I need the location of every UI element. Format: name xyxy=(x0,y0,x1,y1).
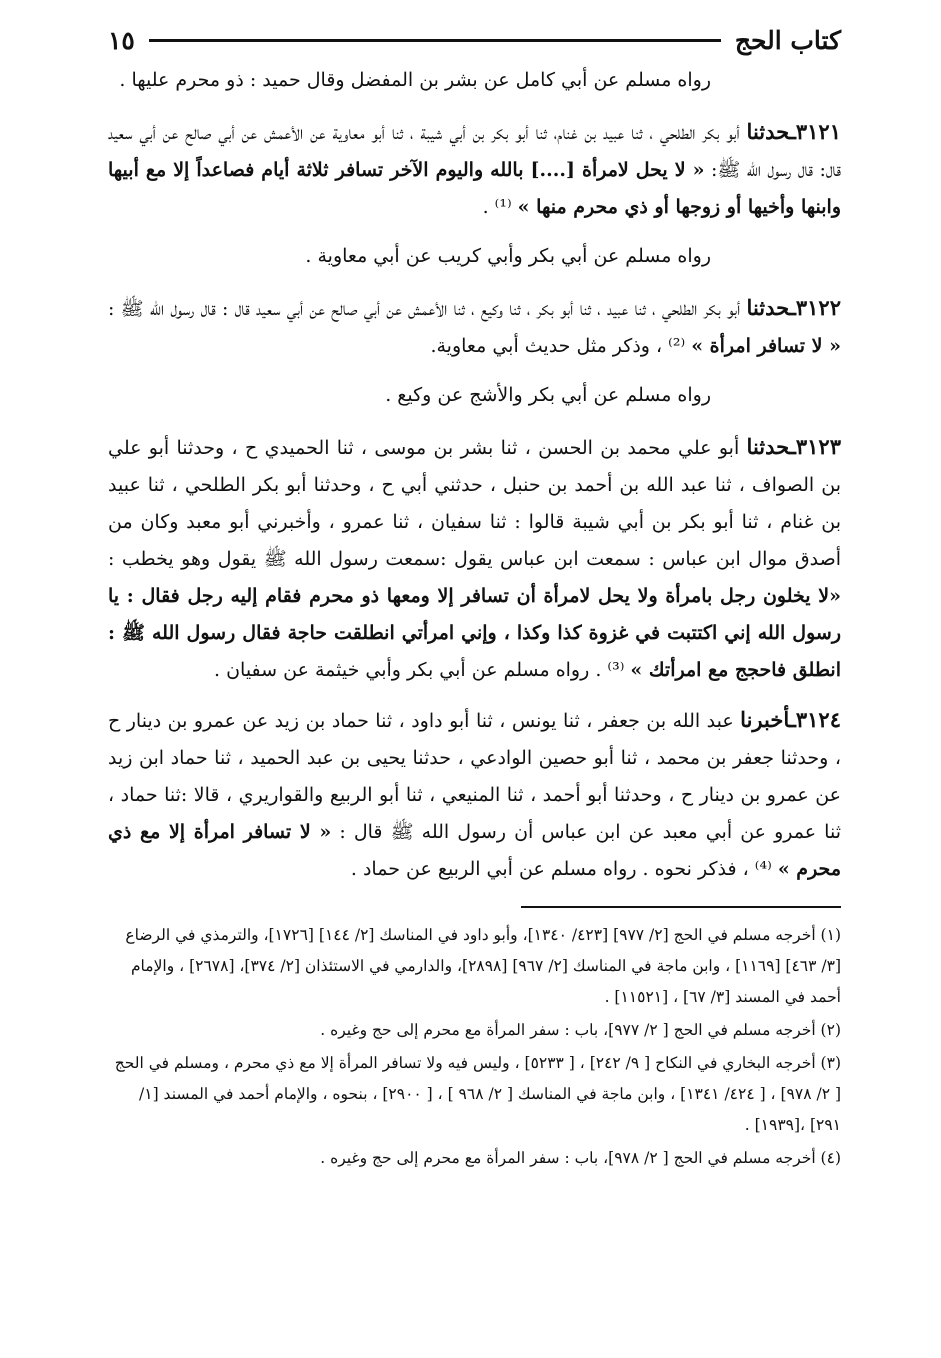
narration: رواه مسلم عن أبي بكر والأشج عن وكيع . xyxy=(385,384,711,406)
hadith-footnote-ref: ⁽¹⁾ . xyxy=(482,196,518,218)
hadith-number: ٣١٢١ـ xyxy=(789,119,841,144)
hadith-3123 xyxy=(108,428,841,689)
hadith-footnote-ref: ⁽³⁾ . رواه مسلم عن أبي بكر وأبي خيثمة عن سفيان . xyxy=(214,659,631,681)
hadith-keyword: حدثنا xyxy=(746,295,790,320)
hadith-number: ٣١٢٢ـ xyxy=(789,295,841,320)
footnote: (٢) أخرجه مسلم في الحج [ ٢/ ٩٧٧]، باب : سفر المرأة مع محرم إلى حج وغيره . xyxy=(320,1021,841,1039)
book-title: كتاب الحج xyxy=(734,25,841,55)
hadith-3124 xyxy=(108,701,841,888)
hadith-3122 xyxy=(108,289,841,365)
narration: رواه مسلم عن أبي بكر وأبي كريب عن أبي معاوية . xyxy=(305,245,711,267)
hadith-keyword: حدثنا xyxy=(746,119,790,144)
hadith-number: ٣١٢٤ـ xyxy=(789,707,841,732)
header-rule xyxy=(149,39,721,42)
hadith-footnote-ref: ⁽⁴⁾ ، فذكر نحوه . رواه مسلم عن أبي الربيع عن حماد . xyxy=(350,858,778,880)
narration: رواه مسلم عن أبي كامل عن بشر بن المفضل وقال حميد : ذو محرم عليها . xyxy=(119,69,711,91)
hadith-keyword: أخبرنا xyxy=(740,707,790,732)
page-header xyxy=(108,18,841,62)
hadith-footnote-ref: ⁽²⁾ ، وذكر مثل حديث أبي معاوية. xyxy=(430,335,692,357)
hadith-keyword: حدثنا xyxy=(746,434,790,459)
hadith-quote: «لا يخلون رجل بامرأة ولا يحل لامرأة أن تسافر إلا ومعها ذو محرم فقام إليه رجل فقال : يا رسول الله إني اكتتبت في غزوة كذا وكذا ، وإني امرأتي انطلقت حاجة فقال رسول الله ﷺ : انطلق فاحجج مع امرأتك » xyxy=(108,585,841,681)
hadith-quote: « لا تسافر امرأة » xyxy=(691,335,841,357)
hadith-3121 xyxy=(108,113,841,226)
hadith-quote: « لا تسافر امرأة إلا مع ذي محرم » xyxy=(108,821,841,880)
hadith-quote: « لا يحل لامرأة [....] بالله واليوم الآخر تسافر ثلاثة أيام فصاعداً إلا مع أبيها وابنها وأخيها أو زوجها أو ذي محرم منها » xyxy=(108,159,841,218)
hadith-chain: أبو بكر الطلحي ، ثنا عبيد بن غنام، ثنا أبو بكر بن أبي شيبة ، ثنا أبو معاوية عن الأعمش عن أبي صالح عن أبي سعيد قال: قال رسول الله ﷺ: xyxy=(108,122,842,181)
hadith-chain: أبو علي محمد بن الحسن ، ثنا بشر بن موسى ، ثنا الحميدي ح ، وحدثنا أبو علي بن الصواف ، ثنا عبد الله بن أحمد بن حنبل ، حدثني أبي ح ، وحدثنا أبو بكر الطلحي ، ثنا عبيد بن غنام ، ثنا أبو بكر بن أبي شيبة قالوا : ثنا سفيان ، ثنا عمرو ، وأخبرني أبو معبد وكان من أصدق موال ابن عباس : سمعت ابن عباس يقول :سمعت رسول الله ﷺ يقول وهو يخطب : xyxy=(108,437,841,570)
footnote: (٣) أخرجه البخاري في النكاح [ ٩/ ٢٤٢] ، [ ٥٢٣٣] ، وليس فيه ولا تسافر المرأة إلا مع ذي محرم ، ومسلم في الحج [ ٢/ ٩٧٨] ، [ ٤٢٤/ ١٣٤١] ، وابن ماجة في المناسك [ ٢/ ٩٦٨ ] ، [ ٢٩٠٠] ، بنحوه ، والإمام أحمد في المسند [١/ ٢٩١] ،[١٩٣٩] . xyxy=(114,1054,841,1134)
page-number: ١٥ xyxy=(108,25,135,55)
main-text xyxy=(108,62,841,888)
hadith-number: ٣١٢٣ـ xyxy=(789,434,841,459)
footnote: (٤) أخرجه مسلم في الحج [ ٢/ ٩٧٨]، باب : سفر المرأة مع محرم إلى حج وغيره . xyxy=(320,1149,841,1167)
footnotes xyxy=(108,920,841,1174)
footnote: (١) أخرجه مسلم في الحج [٢/ ٩٧٧] [٤٢٣/ ١٣٤٠]، وأبو داود في المناسك [٢/ ١٤٤] [١٧٢٦]، والترمذي في الرضاع [٣/ ٤٦٣] [١١٦٩] ، وابن ماجة في المناسك [٢/ ٩٦٧] [٢٨٩٨]، والدارمي في الاستئذان [٢/ ٣٧٤]، [٢٦٧٨] ، والإمام أحمد في المسند [٣/ ٦٧] ، [١١٥٢١] . xyxy=(125,926,841,1006)
hadith-chain: أبو بكر الطلحي ، ثنا عبيد ، ثنا أبو بكر ، ثنا وكيع ، ثنا الأعمش عن أبي صالح عن أبي سعيد قال : قال رسول الله ﷺ : xyxy=(108,298,747,320)
hadith-chain: عبد الله بن جعفر ، ثنا يونس ، ثنا أبو داود ، ثنا حماد بن زيد عن عمرو بن دينار ح ، وحدثنا جعفر بن محمد ، ثنا أبو حصين الوادعي ، حدثنا يحيى بن عبد الحميد ، ثنا حماد ابن زيد عن عمرو بن دينار ح ، وحدثنا أبو أحمد ، ثنا المنيعي ، ثنا أبو الربيع والقواريري ، قالا :ثنا حماد ، ثنا عمرو عن أبي معبد عن ابن عباس أن رسول الله ﷺ قال : xyxy=(108,710,841,843)
footnote-separator xyxy=(521,906,841,908)
